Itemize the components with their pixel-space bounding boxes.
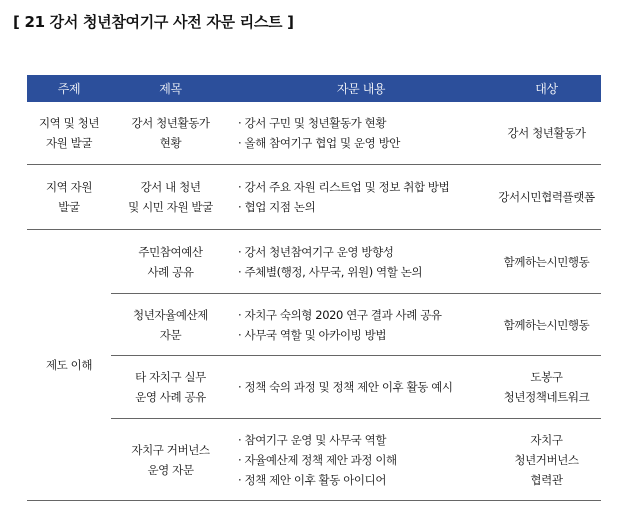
content-cell [230, 165, 492, 230]
subject-cell [111, 230, 230, 294]
content-cell [230, 356, 492, 419]
target-text: 강서 청년활동가 [507, 126, 586, 140]
target-cell [492, 230, 601, 294]
target-text: 청년거버넌스 [514, 452, 579, 467]
header-content: 자문 내용 [230, 75, 492, 102]
subject-cell [111, 419, 230, 501]
table-row [27, 356, 601, 419]
content-cell [230, 419, 492, 501]
content-text: · 정책 제안 이후 활동 아이디어 [238, 472, 387, 487]
subject-text: 주민참여예산 [138, 244, 203, 259]
content-text: · 강서 청년참여기구 운영 방향성 [238, 244, 394, 259]
content-text: · 참여기구 운영 및 사무국 역할 [238, 432, 387, 447]
topic-text: 제도 이해 [45, 358, 93, 372]
content-text: · 정책 숙의 과정 및 정책 제안 이후 활동 예시 [238, 380, 453, 394]
table-row [27, 230, 601, 294]
target-cell [492, 356, 601, 419]
subject-text: 운영 사례 공유 [135, 390, 206, 404]
target-cell [492, 419, 601, 501]
target-text: 청년정책네트워크 [503, 390, 590, 404]
topic-cell [27, 230, 111, 501]
subject-cell [111, 165, 230, 230]
content-text: · 자율예산제 정책 제안 과정 이해 [238, 452, 397, 467]
subject-text: 강서 청년활동가 [131, 116, 210, 130]
table-row [27, 165, 601, 230]
subject-text: 강서 내 청년 [140, 180, 201, 194]
target-text: 자치구 [530, 432, 563, 447]
content-text: · 주체별(행정, 사무국, 위원) 역할 논의 [238, 264, 423, 279]
target-text: 함께하는시민행동 [503, 317, 590, 332]
content-text: · 강서 주요 자원 리스트업 및 정보 취합 방법 [238, 180, 450, 194]
subject-text: 자치구 거버넌스 [131, 442, 210, 457]
page-title: [ 21 강서 청년참여기구 사전 자문 리스트 ] [13, 13, 294, 31]
subject-cell [111, 294, 230, 356]
subject-text: 청년자율예산제 [133, 307, 208, 322]
content-text: · 강서 구민 및 청년활동가 현황 [238, 116, 387, 130]
content-text: · 협업 지점 논의 [238, 200, 316, 214]
content-text: · 올해 참여기구 협업 및 운영 방안 [238, 136, 401, 150]
content-cell [230, 230, 492, 294]
subject-cell [111, 356, 230, 419]
table-row [27, 419, 601, 501]
target-cell [492, 102, 601, 165]
target-cell [492, 294, 601, 356]
advisory-list-table [27, 75, 601, 501]
target-text: 협력관 [530, 472, 563, 487]
content-cell [230, 102, 492, 165]
topic-cell [27, 165, 111, 230]
subject-text: 현황 [159, 136, 182, 150]
table-header-row [27, 75, 601, 102]
subject-text: 타 자치구 실무 [135, 370, 206, 384]
subject-text: 및 시민 자원 발굴 [128, 200, 213, 214]
topic-cell [27, 102, 111, 165]
target-text: 함께하는시민행동 [503, 254, 590, 269]
table-row [27, 102, 601, 165]
content-text: · 자치구 숙의형 2020 연구 결과 사례 공유 [238, 307, 442, 322]
subject-cell [111, 102, 230, 165]
header-topic: 주제 [27, 75, 111, 102]
topic-text: 발굴 [58, 200, 80, 214]
header-target: 대상 [492, 75, 601, 102]
target-text: 강서시민협력플랫폼 [498, 190, 595, 204]
header-subject: 제목 [111, 75, 230, 102]
topic-text: 자원 발굴 [45, 136, 93, 150]
content-text: · 사무국 역할 및 아카이빙 방법 [238, 327, 387, 342]
topic-text: 지역 및 청년 [38, 116, 100, 130]
subject-text: 자문 [159, 327, 182, 342]
target-text: 도봉구 [530, 370, 563, 384]
subject-text: 운영 자문 [147, 462, 194, 477]
content-cell [230, 294, 492, 356]
table-row [27, 294, 601, 356]
topic-text: 지역 자원 [45, 180, 93, 194]
subject-text: 사례 공유 [147, 264, 194, 279]
target-cell [492, 165, 601, 230]
